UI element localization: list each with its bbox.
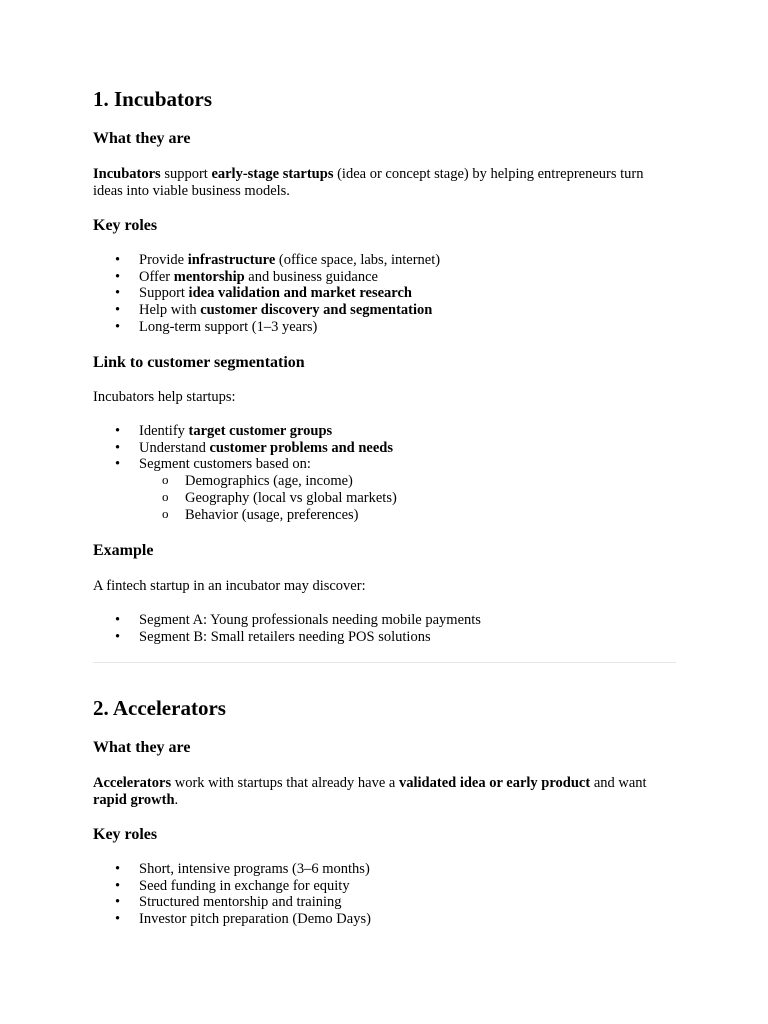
list-item — [93, 440, 653, 457]
list-item — [93, 302, 653, 319]
text-run: Support — [139, 285, 189, 302]
segment-bases-list — [139, 473, 653, 523]
bold-text: idea validation and market research — [188, 285, 412, 302]
text-run: Segment customers based on: — [139, 456, 311, 473]
bold-text: early-stage startups — [211, 166, 334, 182]
text-run: Identify — [139, 423, 189, 439]
text-run: . — [174, 791, 179, 808]
bold-text: infrastructure — [187, 252, 276, 268]
list-item — [93, 319, 653, 336]
text-run: and want — [590, 775, 647, 791]
heading-key-roles: Key roles — [93, 826, 158, 843]
heading-what-they-are: What they are — [93, 739, 191, 756]
text-run: Provide — [139, 252, 188, 268]
example-segments-list — [93, 612, 653, 645]
link-intro: Incubators help startups: — [93, 389, 236, 405]
text-run: Long-term support (1–3 years) — [139, 318, 318, 335]
section-title-accelerators: 2. Accelerators — [93, 696, 226, 720]
bold-text: Accelerators — [93, 775, 172, 791]
heading-link-segmentation: Link to customer segmentation — [93, 354, 305, 371]
text-run: Offer — [139, 268, 174, 285]
incubator-roles-list — [93, 252, 653, 336]
accelerators-description — [93, 775, 673, 808]
list-item — [93, 423, 653, 440]
list-item — [93, 456, 653, 523]
list-item: • Structured mentorship and training — [93, 894, 653, 911]
text-run: Help with — [139, 302, 201, 319]
bold-text: validated idea or early product — [399, 775, 591, 791]
list-item: • Segment A: Young professionals needing mobile payments — [93, 612, 653, 629]
bold-text: target customer groups — [188, 423, 333, 439]
list-item — [93, 252, 653, 269]
text-run: and business guidance — [244, 268, 378, 285]
bold-text: mentorship — [173, 268, 245, 285]
list-item: • Segment B: Small retailers needing POS solutions — [93, 629, 653, 646]
section-title-incubators: 1. Incubators — [93, 87, 213, 111]
text-run: (office space, labs, internet) — [275, 252, 441, 268]
accelerator-roles-list — [93, 861, 653, 928]
list-item — [93, 269, 653, 286]
heading-key-roles: Key roles — [93, 217, 158, 234]
text-run: (idea or concept stage) by helping entrepreneurs turn ideas into viable business models. — [93, 166, 644, 199]
text-run: Understand — [139, 439, 210, 456]
bold-text: customer discovery and segmentation — [200, 302, 433, 319]
heading-what-they-are: What they are — [93, 130, 191, 147]
list-item: • Seed funding in exchange for equity — [93, 878, 653, 895]
bold-text: rapid growth — [93, 791, 175, 808]
example-intro: A fintech startup in an incubator may discover: — [93, 578, 366, 594]
list-item: • Investor pitch preparation (Demo Days) — [93, 911, 653, 928]
list-item — [93, 285, 653, 302]
bold-text: customer problems and needs — [209, 439, 394, 456]
segmentation-help-list — [93, 423, 653, 523]
list-item: • Short, intensive programs (3–6 months) — [93, 861, 653, 878]
bold-text: Incubators — [93, 166, 161, 182]
heading-example: Example — [93, 542, 154, 559]
sub-list-item: o Geography (local vs global markets) — [139, 490, 653, 507]
list-item-text — [139, 456, 311, 472]
incubators-description — [93, 166, 673, 199]
sub-list-item: o Demographics (age, income) — [139, 473, 653, 490]
sub-list-item: o Behavior (usage, preferences) — [139, 507, 653, 524]
text-run: work with startups that already have a — [171, 775, 399, 791]
text-run: support — [160, 166, 212, 182]
section-divider — [93, 662, 676, 663]
